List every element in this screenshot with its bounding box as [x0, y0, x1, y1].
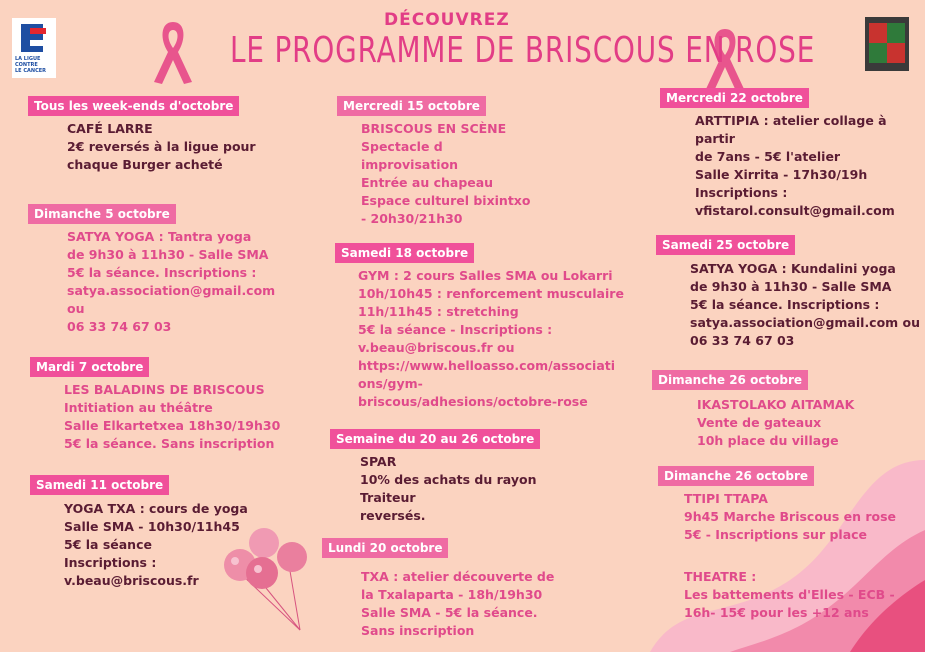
event-text: IKASTOLAKO AITAMAK Vente de gateaux 10h place du village: [697, 397, 855, 448]
header-subtitle: DÉCOUVREZ: [384, 10, 510, 30]
event-date-badge: Semaine du 20 au 26 octobre: [330, 429, 540, 449]
event-date-badge: Samedi 18 octobre: [335, 243, 474, 263]
page-title: LE PROGRAMME DE BRISCOUS EN ROSE: [230, 30, 816, 71]
event-text: SATYA YOGA : Tantra yoga de 9h30 à 11h30 - Salle SMA 5€ la séance. Inscriptions : satya.association@gmail.com ou 06 33 74 67 03: [67, 229, 276, 334]
logo-line: LA LIGUE: [15, 56, 41, 62]
ligue-cancer-logo: [12, 18, 56, 78]
logo-line: LE CANCER: [15, 68, 47, 74]
event-date-badge: Dimanche 26 octobre: [658, 466, 814, 486]
event-text: GYM : 2 cours Salles SMA ou Lokarri 10h/10h45 : renforcement musculaire 11h/11h45 : stretching 5€ la séance - Inscriptions : v.beau@briscous.fr ou https://www.helloasso.com/associati ons/gym- briscous/adhesions/octobre-rose: [358, 268, 624, 409]
pink-ribbon-icon: [148, 18, 198, 88]
event-text: YOGA TXA : cours de yoga Salle SMA - 10h30/11h45 5€ la séance Inscriptions : v.beau@briscous.fr: [64, 501, 248, 588]
logo-line: CONTRE: [15, 62, 38, 68]
event-text: TTIPI TTAPA 9h45 Marche Briscous en rose 5€ - Inscriptions sur place: [684, 491, 897, 542]
event-text: ARTTIPIA : atelier collage à partir de 7ans - 5€ l'atelier Salle Xirrita - 17h30/19h Inscriptions : vfistarol.consult@gmail.com: [695, 113, 895, 218]
event-text: BRISCOUS EN SCÈNE Spectacle d improvisation Entrée au chapeau Espace culturel bixintxo - 20h30/21h30: [361, 121, 531, 226]
event-date-badge: Samedi 11 octobre: [30, 475, 169, 495]
event-date-badge: Samedi 25 octobre: [656, 235, 795, 255]
event-text: THEATRE : Les battements d'Elles - ECB - 16h- 15€ pour les +12 ans: [684, 569, 895, 620]
event-text: TXA : atelier découverte de la Txalaparta - 18h/19h30 Salle SMA - 5€ la séance. Sans inscription: [361, 569, 555, 638]
event-date-badge: Mardi 7 octobre: [30, 357, 149, 377]
event-date-badge: Mercredi 15 octobre: [337, 96, 486, 116]
event-date-badge: Mercredi 22 octobre: [660, 88, 809, 108]
event-date-badge: Dimanche 26 octobre: [652, 370, 808, 390]
event-text: SATYA YOGA : Kundalini yoga de 9h30 à 11h30 - Salle SMA 5€ la séance. Inscriptions : satya.association@gmail.com ou 06 33 74 67 03: [690, 261, 921, 348]
event-date-badge: Dimanche 5 octobre: [28, 204, 176, 224]
event-text: LES BALADINS DE BRISCOUS Intitiation au théâtre Salle Elkartetxea 18h30/19h30 5€ la séance. Sans inscription: [64, 382, 281, 451]
event-text: CAFÉ LARRE 2€ reversés à la ligue pour chaque Burger acheté: [67, 121, 256, 172]
event-date-badge: Tous les week-ends d'octobre: [28, 96, 239, 116]
event-text: SPAR 10% des achats du rayon Traiteur reversés.: [360, 454, 537, 523]
briscous-coat-of-arms: [865, 17, 909, 71]
event-date-badge: Lundi 20 octobre: [322, 538, 448, 558]
